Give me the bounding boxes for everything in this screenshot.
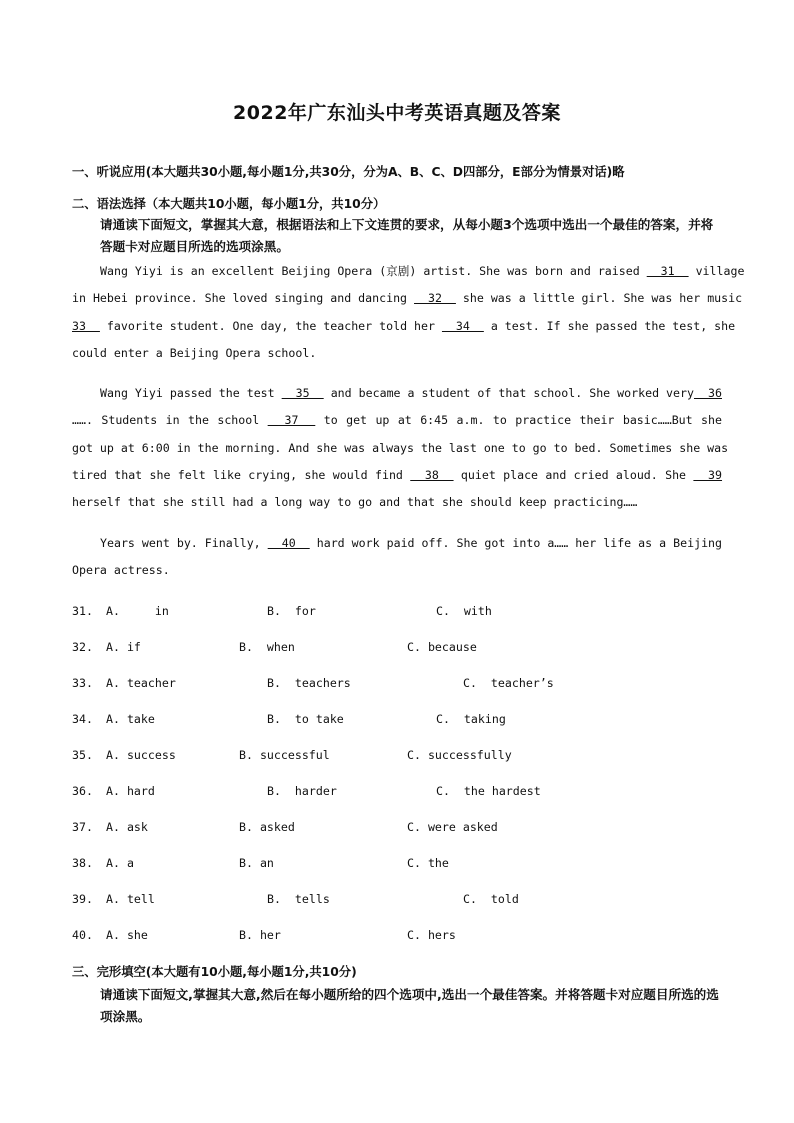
blank-38: 38 (410, 467, 454, 482)
question-number: 34. (72, 712, 93, 726)
question-33-options (72, 676, 732, 692)
passage-line: Years went by. Finally, 40 hard work paid off. She got into a…… her life as a Beijing (100, 536, 723, 550)
option-c: C. the hardest (436, 784, 541, 798)
page-title: 2022年广东汕头中考英语真题及答案 (233, 102, 561, 124)
option-b: B. for (267, 604, 316, 618)
option-a: A. hard (106, 784, 155, 798)
question-40-options (72, 928, 732, 944)
option-b: B. to take (267, 712, 344, 726)
option-b: B. her (239, 928, 281, 942)
option-c: C. teacher’s (463, 676, 554, 690)
option-b: B. successful (239, 748, 330, 762)
section3-instruction: 请通读下面短文,掌握其大意,然后在每小题所给的四个选项中,选出一个最佳答案。并将答题卡对应题目所选的选项涂黑。 (100, 987, 719, 1024)
passage-line: Opera actress. (72, 563, 170, 578)
option-c: C. taking (436, 712, 506, 726)
question-number: 32. (72, 640, 93, 654)
passage-line: got up at 6:00 in the morning. And she was always the last one to go to bed. Sometimes she was (72, 440, 729, 455)
option-a: A. she (106, 928, 148, 942)
option-b: B. an (239, 856, 274, 870)
question-32-options (72, 640, 732, 656)
passage-line: Wang Yiyi passed the test 35 and became a student of that school. She worked very 36 (100, 386, 722, 400)
passage-line: herself that she still had a long way to go and that she should keep practicing…… (72, 495, 638, 510)
option-a: A. a (106, 856, 134, 870)
question-number: 40. (72, 928, 93, 942)
passage-line: in Hebei province. She loved singing and dancing 32 she was a little girl. She was her music (72, 291, 743, 306)
question-number: 37. (72, 820, 93, 834)
section1-heading: 一、听说应用(本大题共30小题,每小题1分,共30分，分为A、B、C、D四部分，E部分为情景对话)略 (72, 165, 625, 179)
option-a: A. tell (106, 892, 155, 906)
option-b: B. teachers (267, 676, 351, 690)
option-a: A. if (106, 640, 141, 654)
passage-paragraph-2 (72, 380, 729, 516)
section2-heading: 二、语法选择（本大题共10小题，每小题1分，共10分） (72, 197, 386, 211)
option-c: C. with (436, 604, 492, 618)
question-34-options (72, 712, 732, 728)
question-number: 33. (72, 676, 93, 690)
passage-line: tired that she felt like crying, she would find 38 quiet place and cried aloud. She 39 (72, 467, 723, 482)
question-35-options (72, 748, 732, 764)
option-b: B. when (239, 640, 295, 654)
question-39-options (72, 892, 732, 908)
option-c: C. hers (407, 928, 456, 942)
blank-32: 32 (414, 291, 456, 306)
blank-35: 35 (281, 386, 324, 400)
option-c: C. because (407, 640, 477, 654)
option-c: C. told (463, 892, 519, 906)
passage-paragraph-3 (72, 530, 722, 585)
question-number: 38. (72, 856, 93, 870)
blank-39: 39 (693, 467, 723, 482)
option-a: A. success (106, 748, 176, 762)
passage-line: 33 favorite student. One day, the teacher told her 34 a test. If she passed the test, she (72, 318, 736, 333)
option-a: A. in (106, 604, 169, 618)
blank-40: 40 (267, 536, 310, 550)
question-37-options (72, 820, 732, 836)
blank-34: 34 (441, 318, 484, 333)
passage-line: Wang Yiyi is an excellent Beijing Opera (京剧) artist. She was born and raised 31 village (100, 264, 745, 278)
question-36-options (72, 784, 732, 800)
blank-36: 36 (693, 386, 722, 400)
section3-heading: 三、完形填空(本大题有10小题,每小题1分,共10分) (72, 965, 357, 979)
option-b: B. tells (267, 892, 330, 906)
blank-37: 37 (267, 413, 316, 428)
passage-line: ……. Students in the school 37 to get up at 6:45 a.m. to practice their basic……But she (72, 413, 722, 428)
question-number: 39. (72, 892, 93, 906)
option-a: A. take (106, 712, 155, 726)
option-a: A. ask (106, 820, 148, 834)
section2-instruction: 请通读下面短文，掌握其大意，根据语法和上下文连贯的要求，从每小题3个选项中选出一个最佳的答案，并将答题卡对应题目所选的选项涂黑。 (100, 217, 714, 254)
question-number: 36. (72, 784, 93, 798)
blank-31: 31 (646, 264, 689, 278)
option-a: A. teacher (106, 676, 176, 690)
passage-paragraph-1 (72, 258, 745, 367)
question-number: 31. (72, 604, 93, 618)
question-31-options (72, 604, 732, 620)
option-b: B. harder (267, 784, 337, 798)
option-c: C. successfully (407, 748, 512, 762)
option-c: C. the (407, 856, 449, 870)
option-b: B. asked (239, 820, 295, 834)
blank-33: 33 (72, 318, 100, 333)
question-number: 35. (72, 748, 93, 762)
option-c: C. were asked (407, 820, 498, 834)
passage-line: could enter a Beijing Opera school. (72, 345, 317, 360)
question-38-options (72, 856, 732, 872)
